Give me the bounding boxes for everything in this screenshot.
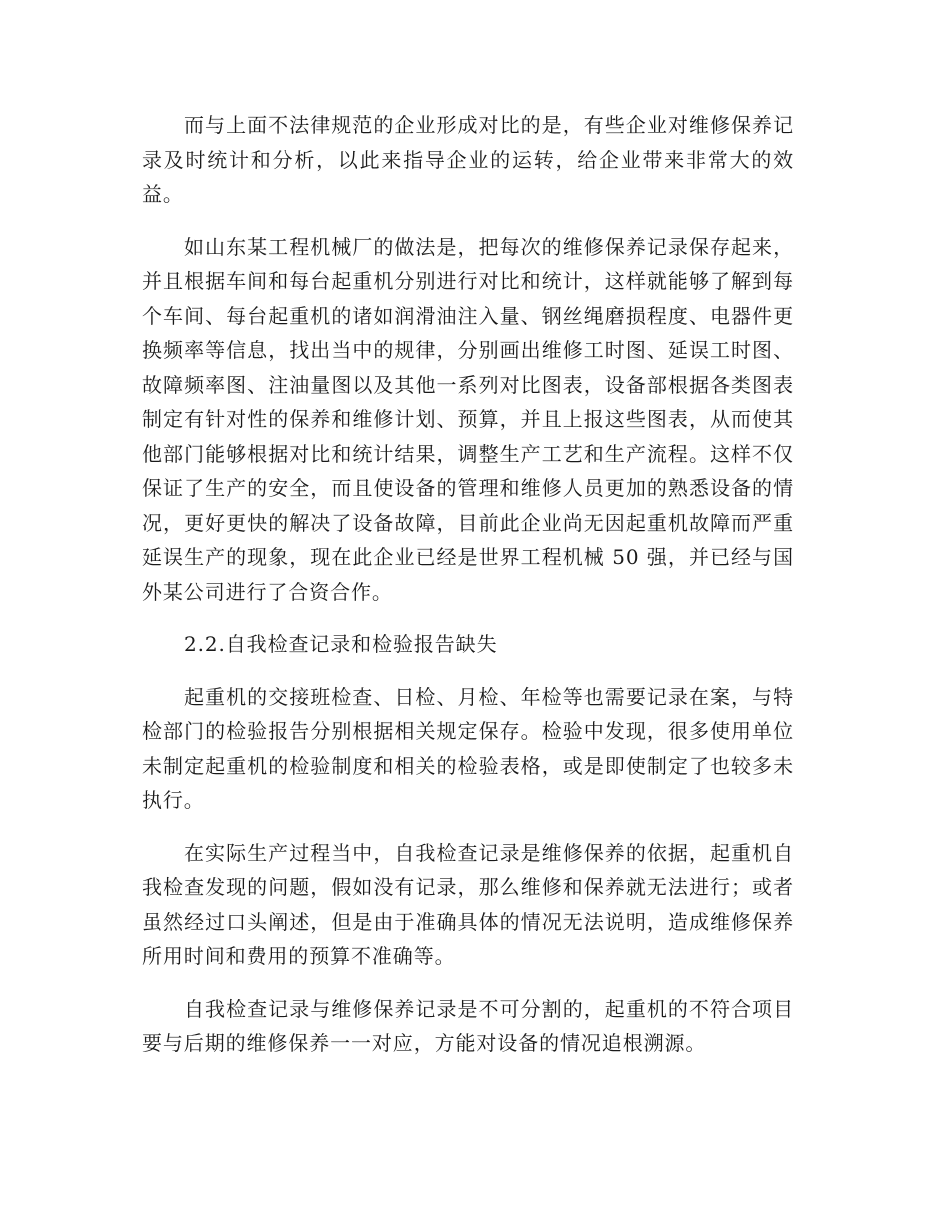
- body-paragraph: 而与上面不法律规范的企业形成对比的是，有些企业对维修保养记录及时统计和分析，以此来指导企业的运转，给企业带来非常大的效益。: [142, 113, 794, 206]
- body-paragraph: 如山东某工程机械厂的做法是，把每次的维修保养记录保存起来，并且根据车间和每台起重机分别进行对比和统计，这样就能够了解到每个车间、每台起重机的诸如润滑油注入量、钢丝绳磨损程度、电器件更换频率等信息，找出当中的规律，分别画出维修工时图、延误工时图、故障频率图、注油量图以及其他一系列对比图表，设备部根据各类图表制定有针对性的保养和维修计划、预算，并且上报这些图表，从而使其他部门能够根据对比和统计结果，调整生产工艺和生产流程。这样不仅保证了生产的安全，而且使设备的管理和维修人员更加的熟悉设备的情况，更好更快的解决了设备故障，目前此企业尚无因起重机故障而严重延误生产的现象，现在此企业已经是世界工程机械 50 强，并已经与国外某公司进行了合资合作。: [142, 234, 794, 604]
- body-paragraph: 在实际生产过程当中，自我检查记录是维修保养的依据，起重机自我检查发现的问题，假如没有记录，那么维修和保养就无法进行；或者虽然经过口头阐述，但是由于准确具体的情况无法说明，造成维修保养所用时间和费用的预算不准确等。: [142, 840, 794, 968]
- body-paragraph: 自我检查记录与维修保养记录是不可分割的，起重机的不符合项目要与后期的维修保养一一对应，方能对设备的情况追根溯源。: [142, 996, 794, 1055]
- section-heading: 2.2.自我检查记录和检验报告缺失: [184, 632, 498, 656]
- body-paragraph: 起重机的交接班检查、日检、月检、年检等也需要记录在案，与特检部门的检验报告分别根据相关规定保存。检验中发现，很多使用单位未制定起重机的检验制度和相关的检验表格，或是即使制定了也较多未执行。: [142, 684, 794, 812]
- document-page: [142, 108, 794, 1079]
